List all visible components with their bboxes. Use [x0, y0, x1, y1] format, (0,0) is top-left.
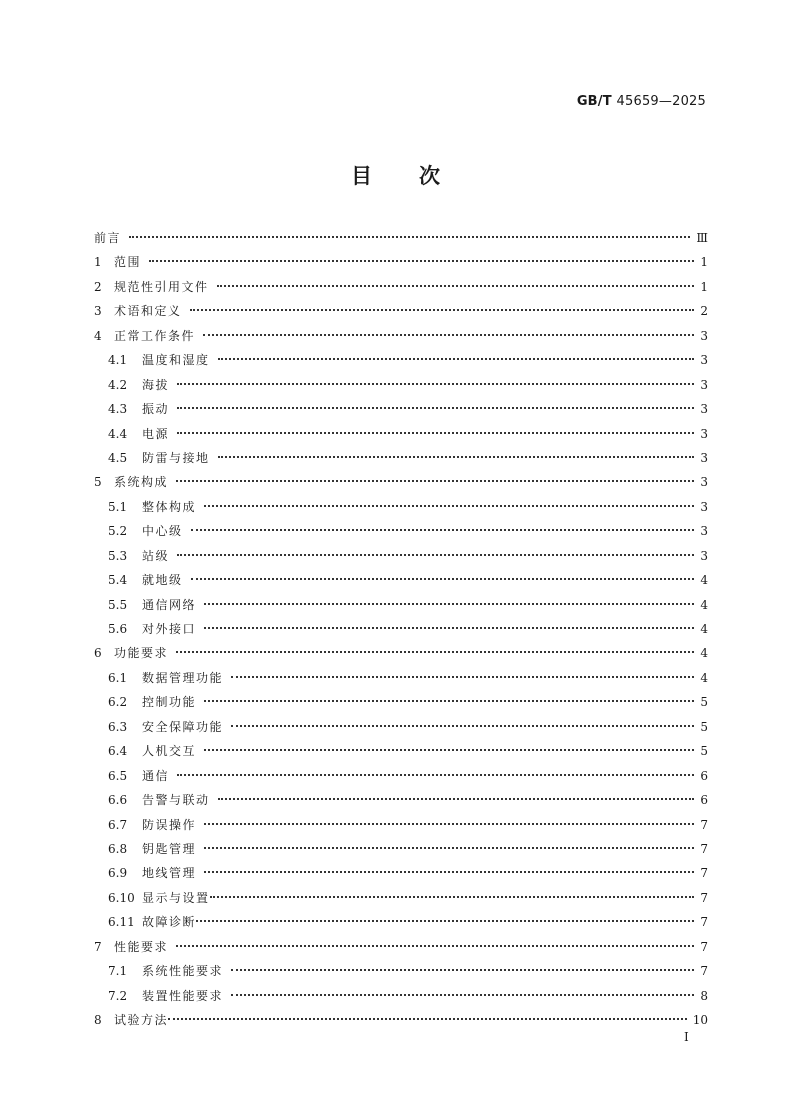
toc-entry[interactable]: [94, 666, 708, 690]
toc-leader-dots: [177, 774, 694, 776]
toc-entry-label: [94, 226, 121, 250]
toc-entry-label: [108, 422, 169, 446]
standard-prefix: GB/T: [576, 94, 612, 109]
toc-leader-dots: [190, 309, 694, 311]
toc-entry-page: 3: [700, 499, 708, 514]
toc-entry-page: 6: [700, 768, 708, 783]
toc-entry-title: 正常工作条件: [114, 328, 196, 343]
toc-entry-page: 4: [700, 597, 708, 612]
toc-entry-page: 10: [692, 1013, 708, 1027]
toc-entry-page: 7: [700, 890, 708, 905]
toc-entry-number: 5.2: [108, 524, 128, 539]
toc-entry[interactable]: [94, 324, 708, 348]
toc-entry-title: 通信: [142, 768, 170, 783]
toc-entry-number: 6.1: [108, 670, 128, 685]
toc-leader-dots: [176, 651, 694, 653]
toc-leader-dots: [191, 529, 694, 531]
toc-entry-title: 站级: [142, 548, 170, 563]
toc-entry-title: 性能要求: [114, 939, 169, 954]
toc-entry-label: [108, 837, 196, 861]
toc-entry-number: 6.3: [108, 719, 128, 734]
toc-entry-number: 4.5: [108, 450, 128, 465]
toc-entry-page: 2: [700, 304, 708, 319]
toc-entry-title: 整体构成: [142, 499, 197, 514]
toc-entry-label: [108, 739, 196, 763]
toc-entry-title: 就地级: [142, 573, 183, 588]
toc-entry-number: 6.5: [108, 768, 128, 783]
toc-entry[interactable]: [94, 690, 708, 714]
toc-entry-number: 6: [94, 646, 102, 661]
toc-entry[interactable]: [94, 886, 708, 910]
toc-leader-dots: [231, 725, 694, 727]
toc-leader-dots: [204, 871, 694, 873]
toc-entry-title: 控制功能: [142, 695, 197, 710]
toc-entry-page: 8: [700, 988, 708, 1003]
toc-leader-dots: [177, 407, 694, 409]
toc-entry-page: 4: [700, 622, 708, 636]
toc-entry-number: 6.11: [108, 915, 135, 930]
toc-entry-number: 6.2: [108, 695, 128, 710]
toc-entry-title: 规范性引用文件: [114, 279, 209, 294]
toc-entry-page: 4: [700, 670, 708, 685]
toc-entry-label: [94, 275, 209, 299]
toc-leader-dots: [204, 627, 694, 629]
toc-entry-label: [108, 568, 183, 592]
toc-entry-label: [108, 544, 169, 568]
toc-leader-dots: [203, 334, 694, 336]
toc-entry-number: 4.4: [108, 426, 128, 441]
toc-entry-number: 1: [94, 255, 102, 270]
toc-entry-title: 人机交互: [142, 744, 197, 759]
toc-leader-dots: [204, 749, 694, 751]
toc-entry-title: 防误操作: [142, 817, 197, 832]
toc-entry-title: 前言: [94, 231, 122, 245]
toc-entry-title: 安全保障功能: [142, 719, 224, 734]
toc-entry-title: 范围: [114, 255, 142, 270]
toc-entry-page: 7: [700, 915, 708, 930]
toc-leader-dots: [177, 554, 694, 556]
toc-entry-number: 5.5: [108, 597, 128, 612]
toc-entry[interactable]: [94, 861, 708, 885]
toc-entry-number: 5: [94, 475, 102, 490]
toc-entry-title: 海拔: [142, 377, 170, 392]
toc-entry-page: 6: [700, 793, 708, 808]
toc-entry-title: 故障诊断: [142, 915, 197, 930]
toc-entry-number: 6.7: [108, 817, 128, 832]
toc-leader-dots: [176, 945, 694, 947]
toc-entry-number: 4: [94, 328, 102, 343]
toc-entry-label: [108, 593, 196, 617]
toc-entry-title: 中心级: [142, 524, 183, 539]
toc-leader-dots: [168, 1018, 687, 1020]
toc-entry-page: 7: [700, 964, 708, 979]
toc-entry[interactable]: [94, 373, 708, 397]
toc-leader-dots: [231, 969, 694, 971]
toc-entry-page: 3: [700, 475, 708, 490]
toc-leader-dots: [204, 505, 694, 507]
toc-entry[interactable]: [94, 788, 708, 812]
toc-entry[interactable]: [94, 959, 708, 983]
toc-entry[interactable]: [94, 837, 708, 861]
toc-entry-page: 3: [700, 402, 708, 417]
toc-entry-page: 7: [700, 841, 708, 856]
toc-entry[interactable]: [94, 226, 708, 250]
toc-entry-number: 6.6: [108, 793, 128, 808]
toc-leader-dots: [217, 285, 694, 287]
toc-entry-label: [108, 495, 196, 519]
toc-entry-number: 6.10: [108, 890, 135, 905]
toc-entry[interactable]: [94, 739, 708, 763]
toc-entry[interactable]: [94, 984, 708, 1008]
toc-leader-dots: [218, 456, 694, 458]
toc-entry[interactable]: [94, 813, 708, 837]
toc-entry-label: [108, 764, 169, 788]
toc-leader-dots: [204, 823, 694, 825]
toc-entry-number: 6.4: [108, 744, 128, 759]
toc-entry[interactable]: [94, 593, 708, 617]
toc-entry[interactable]: [94, 348, 708, 372]
toc-entry-number: 7.2: [108, 988, 128, 1003]
toc-entry-label: [108, 446, 210, 470]
toc-entry-title: 系统性能要求: [142, 964, 224, 979]
toc-entry[interactable]: [94, 250, 708, 274]
toc-entry-label: [94, 641, 168, 665]
toc-leader-dots: [149, 260, 694, 262]
standard-number: [577, 94, 706, 109]
toc-entry-page: 1: [700, 255, 708, 270]
toc-leader-dots: [218, 798, 694, 800]
page-title-left: 目: [351, 164, 373, 188]
toc-entry[interactable]: [94, 1008, 708, 1032]
standard-code: 45659—2025: [616, 94, 706, 109]
toc-entry-label: [108, 348, 210, 372]
toc-leader-dots: [191, 578, 694, 580]
toc-leader-dots: [177, 383, 694, 385]
toc-entry-number: 6.9: [108, 866, 128, 881]
toc-entry-label: [108, 397, 169, 421]
toc-entry-label: [94, 250, 141, 274]
toc-leader-dots: [204, 847, 694, 849]
toc-entry-page: 3: [700, 450, 708, 465]
toc-entry-title: 钥匙管理: [142, 841, 197, 856]
toc-entry-page: Ⅲ: [696, 231, 708, 245]
toc-entry-number: 5.6: [108, 622, 128, 636]
toc-entry-label: [94, 299, 182, 323]
toc-entry[interactable]: [94, 715, 708, 739]
toc-entry[interactable]: [94, 764, 708, 788]
toc-entry-page: 5: [700, 744, 708, 759]
toc-entry[interactable]: [94, 470, 708, 494]
toc-entry-title: 装置性能要求: [142, 988, 224, 1003]
toc-entry-number: 4.2: [108, 377, 128, 392]
toc-entry-title: 温度和湿度: [142, 353, 210, 368]
toc-leader-dots: [231, 994, 694, 996]
toc-entry-number: 5.4: [108, 573, 128, 588]
toc-entry[interactable]: [94, 495, 708, 519]
toc-entry-label: [94, 470, 168, 494]
toc-leader-dots: [204, 603, 694, 605]
toc-leader-dots: [231, 676, 694, 678]
toc-entry-number: 4.3: [108, 402, 128, 417]
toc-entry-number: 2: [94, 279, 102, 294]
toc-entry[interactable]: [94, 519, 708, 543]
toc-entry-title: 地线管理: [142, 866, 197, 881]
toc-leader-dots: [210, 896, 694, 898]
toc-entry-number: 3: [94, 304, 102, 319]
toc-entry-page: 3: [700, 426, 708, 441]
toc-entry[interactable]: [94, 446, 708, 470]
toc-entry-label: [108, 910, 196, 934]
toc-entry-title: 功能要求: [114, 646, 169, 661]
toc-entry-label: [108, 715, 223, 739]
toc-entry-label: [108, 959, 223, 983]
toc-entry-page: 4: [700, 573, 708, 588]
toc-entry-label: [108, 666, 223, 690]
toc-entry-title: 告警与联动: [142, 793, 210, 808]
toc-entry-title: 试验方法: [114, 1013, 169, 1027]
toc-entry-title: 电源: [142, 426, 170, 441]
toc-entry-page: 5: [700, 719, 708, 734]
toc-entry[interactable]: [94, 422, 708, 446]
toc-entry-page: 3: [700, 377, 708, 392]
toc-entry-page: 3: [700, 353, 708, 368]
toc-entry-page: 4: [700, 646, 708, 661]
toc-entry[interactable]: [94, 617, 708, 641]
toc-entry-label: [108, 984, 223, 1008]
toc-leader-dots: [204, 700, 694, 702]
toc-entry-label: [108, 788, 210, 812]
footer-page-number: Ⅰ: [684, 1030, 689, 1044]
toc-entry-page: 1: [700, 279, 708, 294]
toc-entry[interactable]: [94, 275, 708, 299]
toc-leader-dots: [129, 236, 690, 238]
toc-entry-label: [108, 519, 183, 543]
toc-entry-label: [108, 373, 169, 397]
page-title: [0, 160, 792, 190]
toc-entry-number: 7.1: [108, 964, 128, 979]
toc-entry-title: 术语和定义: [114, 304, 182, 319]
toc-entry-number: 7: [94, 939, 102, 954]
toc-entry-page: 3: [700, 524, 708, 539]
toc-entry-label: [108, 617, 196, 641]
toc-leader-dots: [176, 480, 694, 482]
toc-entry[interactable]: [94, 544, 708, 568]
toc-entry-label: [108, 861, 196, 885]
toc-entry-label: [108, 690, 196, 714]
toc-entry[interactable]: [94, 641, 708, 665]
toc-entry[interactable]: [94, 397, 708, 421]
toc-leader-dots: [177, 432, 694, 434]
toc-entry-number: 5.1: [108, 499, 128, 514]
toc-entry-title: 通信网络: [142, 597, 197, 612]
toc-entry-title: 对外接口: [142, 622, 197, 636]
page-title-right: 次: [419, 164, 441, 188]
toc-entry[interactable]: [94, 568, 708, 592]
toc-entry-number: 4.1: [108, 353, 128, 368]
table-of-contents: [94, 226, 708, 1032]
toc-entry-page: 7: [700, 817, 708, 832]
toc-entry-label: [94, 324, 195, 348]
toc-entry-number: 6.8: [108, 841, 128, 856]
toc-entry[interactable]: [94, 935, 708, 959]
toc-entry-title: 振动: [142, 402, 170, 417]
toc-entry[interactable]: [94, 910, 708, 934]
toc-entry-page: 7: [700, 866, 708, 881]
toc-entry[interactable]: [94, 299, 708, 323]
toc-entry-label: [94, 1008, 168, 1032]
toc-leader-dots: [218, 358, 694, 360]
toc-entry-title: 显示与设置: [142, 890, 210, 905]
toc-entry-label: [108, 813, 196, 837]
toc-entry-page: 7: [700, 939, 708, 954]
toc-entry-title: 系统构成: [114, 475, 169, 490]
toc-entry-label: [108, 886, 210, 910]
toc-leader-dots: [196, 920, 694, 922]
toc-entry-label: [94, 935, 168, 959]
toc-entry-number: 8: [94, 1013, 102, 1027]
toc-entry-number: 5.3: [108, 548, 128, 563]
toc-entry-page: 3: [700, 548, 708, 563]
toc-entry-page: 5: [700, 695, 708, 710]
toc-entry-title: 数据管理功能: [142, 670, 224, 685]
toc-entry-title: 防雷与接地: [142, 450, 210, 465]
toc-entry-page: 3: [700, 328, 708, 343]
